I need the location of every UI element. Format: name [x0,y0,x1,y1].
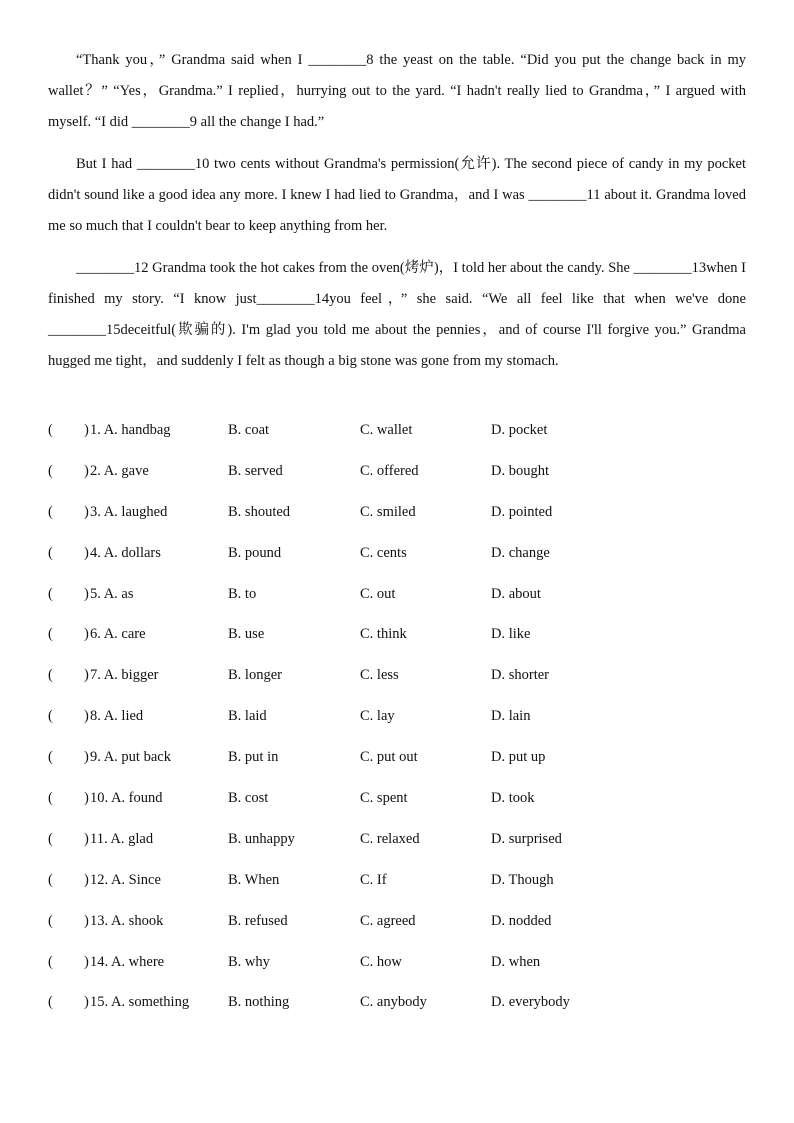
option-c: C. spent [360,790,408,807]
option-c: C. relaxed [360,830,420,847]
question-row [48,826,746,867]
question-row [48,867,746,908]
option-c: C. less [360,667,399,684]
option-a: 5. A. as [90,585,134,602]
option-b: B. use [228,626,265,643]
option-a: 8. A. lied [90,708,144,725]
question-row [48,785,746,826]
option-c: C. how [360,953,402,970]
option-b: B. pound [228,544,282,561]
answer-paren-close: ) [84,626,89,643]
option-c: C. offered [360,462,419,479]
answer-paren-close: ) [84,585,89,602]
answer-paren-open: ( [48,790,53,807]
option-d: D. put up [491,749,546,766]
answer-paren-open: ( [48,749,53,766]
question-row [48,499,746,540]
answer-paren-open: ( [48,912,53,929]
passage-paragraph: ________12 Grandma took the hot cakes from the oven(烤炉)，I told her about the candy. She ________13when I finished my story. “I know just________14you feel，” she said. “We all feel like that when we've done ________15deceitful(欺骗的). I'm glad you told me about the pennies，and of course I'll forgive you.” Grandma hugged me tight，and suddenly I felt as though a big stone was gone from my stomach. [48,260,746,369]
answer-paren-close: ) [84,790,89,807]
answer-paren-open: ( [48,667,53,684]
option-d: D. shorter [491,667,549,684]
question-row [48,949,746,990]
option-b: B. longer [228,667,282,684]
answer-paren-close: ) [84,830,89,847]
option-c: C. put out [360,749,418,766]
option-c: C. wallet [360,422,413,438]
answer-paren-close: ) [84,667,89,684]
answer-paren-open: ( [48,871,53,888]
answer-paren-close: ) [84,462,89,479]
option-d: D. pocket [491,422,548,438]
option-c: C. lay [360,708,395,725]
option-d: D. change [491,544,550,561]
passage-paragraph: But I had ________10 two cents without Grandma's permission(允许). The second piece of candy in my pocket didn't sound like a good idea any more. I knew I had lied to Grandma，and I was ________11 about it. Grandma loved me so much that I couldn't bear to keep anything from her. [48,156,746,234]
option-b: B. put in [228,749,279,766]
option-d: D. bought [491,462,549,479]
option-d: D. pointed [491,503,553,520]
question-row [48,581,746,622]
answer-paren-open: ( [48,503,53,520]
option-a: 12. A. Since [90,871,161,888]
answer-paren-open: ( [48,544,53,561]
option-b: B. laid [228,708,267,725]
option-b: B. refused [228,912,288,929]
option-c: C. anybody [360,994,427,1011]
option-a: 10. A. found [90,790,163,807]
option-a: 13. A. shook [90,912,164,929]
answer-paren-close: ) [84,422,89,438]
question-row [48,458,746,499]
option-a: 14. A. where [90,953,165,970]
question-row [48,703,746,744]
option-b: B. nothing [228,994,290,1011]
answer-paren-close: ) [84,544,89,561]
answer-paren-open: ( [48,708,53,725]
answer-paren-close: ) [84,708,89,725]
option-b: B. unhappy [228,830,295,847]
option-d: D. surprised [491,830,562,847]
option-a: 2. A. gave [90,462,149,479]
option-d: D. Though [491,871,554,888]
option-b: B. coat [228,422,270,438]
question-row [48,989,746,1030]
option-c: C. smiled [360,503,416,520]
option-b: B. When [228,871,280,888]
question-row [48,908,746,949]
option-a: 7. A. bigger [90,667,159,684]
answer-paren-close: ) [84,994,89,1011]
option-d: D. when [491,953,541,970]
question-row [48,744,746,785]
option-a: 9. A. put back [90,749,171,766]
option-a: 1. A. handbag [90,422,171,438]
option-d: D. lain [491,708,531,725]
answer-paren-close: ) [84,871,89,888]
answer-paren-open: ( [48,422,53,438]
question-row [48,662,746,703]
answer-paren-open: ( [48,585,53,602]
option-d: D. everybody [491,994,570,1011]
option-a: 6. A. care [90,626,146,643]
option-d: D. like [491,626,531,643]
question-row [48,621,746,662]
option-d: D. took [491,790,535,807]
option-b: B. cost [228,790,269,807]
option-a: 15. A. something [90,994,190,1011]
option-b: B. shouted [228,503,291,520]
answer-paren-close: ) [84,953,89,970]
option-c: C. think [360,626,407,643]
option-d: D. nodded [491,912,552,929]
question-list [48,417,746,1030]
option-c: C. If [360,871,387,888]
option-a: 4. A. dollars [90,544,161,561]
answer-paren-open: ( [48,994,53,1011]
passage-paragraph: “Thank you，” Grandma said when I ________8 the yeast on the table. “Did you put the change back in my wallet？” “Yes，Grandma.” I replied，hurrying out to the yard. “I hadn't really lied to Grandma，” I argued with myself. “I did ________9 all the change I had.” [48,52,746,130]
option-a: 3. A. laughed [90,503,168,520]
answer-paren-close: ) [84,503,89,520]
option-b: B. to [228,585,257,602]
option-c: C. cents [360,544,407,561]
answer-paren-open: ( [48,953,53,970]
option-c: C. out [360,585,396,602]
answer-paren-close: ) [84,912,89,929]
option-c: C. agreed [360,912,416,929]
answer-paren-close: ) [84,749,89,766]
option-a: 11. A. glad [90,830,154,847]
answer-paren-open: ( [48,462,53,479]
question-row [48,540,746,581]
passage [48,45,746,388]
option-d: D. about [491,585,541,602]
answer-paren-open: ( [48,626,53,643]
option-b: B. why [228,953,270,970]
answer-paren-open: ( [48,830,53,847]
question-row [48,417,746,458]
option-b: B. served [228,462,283,479]
